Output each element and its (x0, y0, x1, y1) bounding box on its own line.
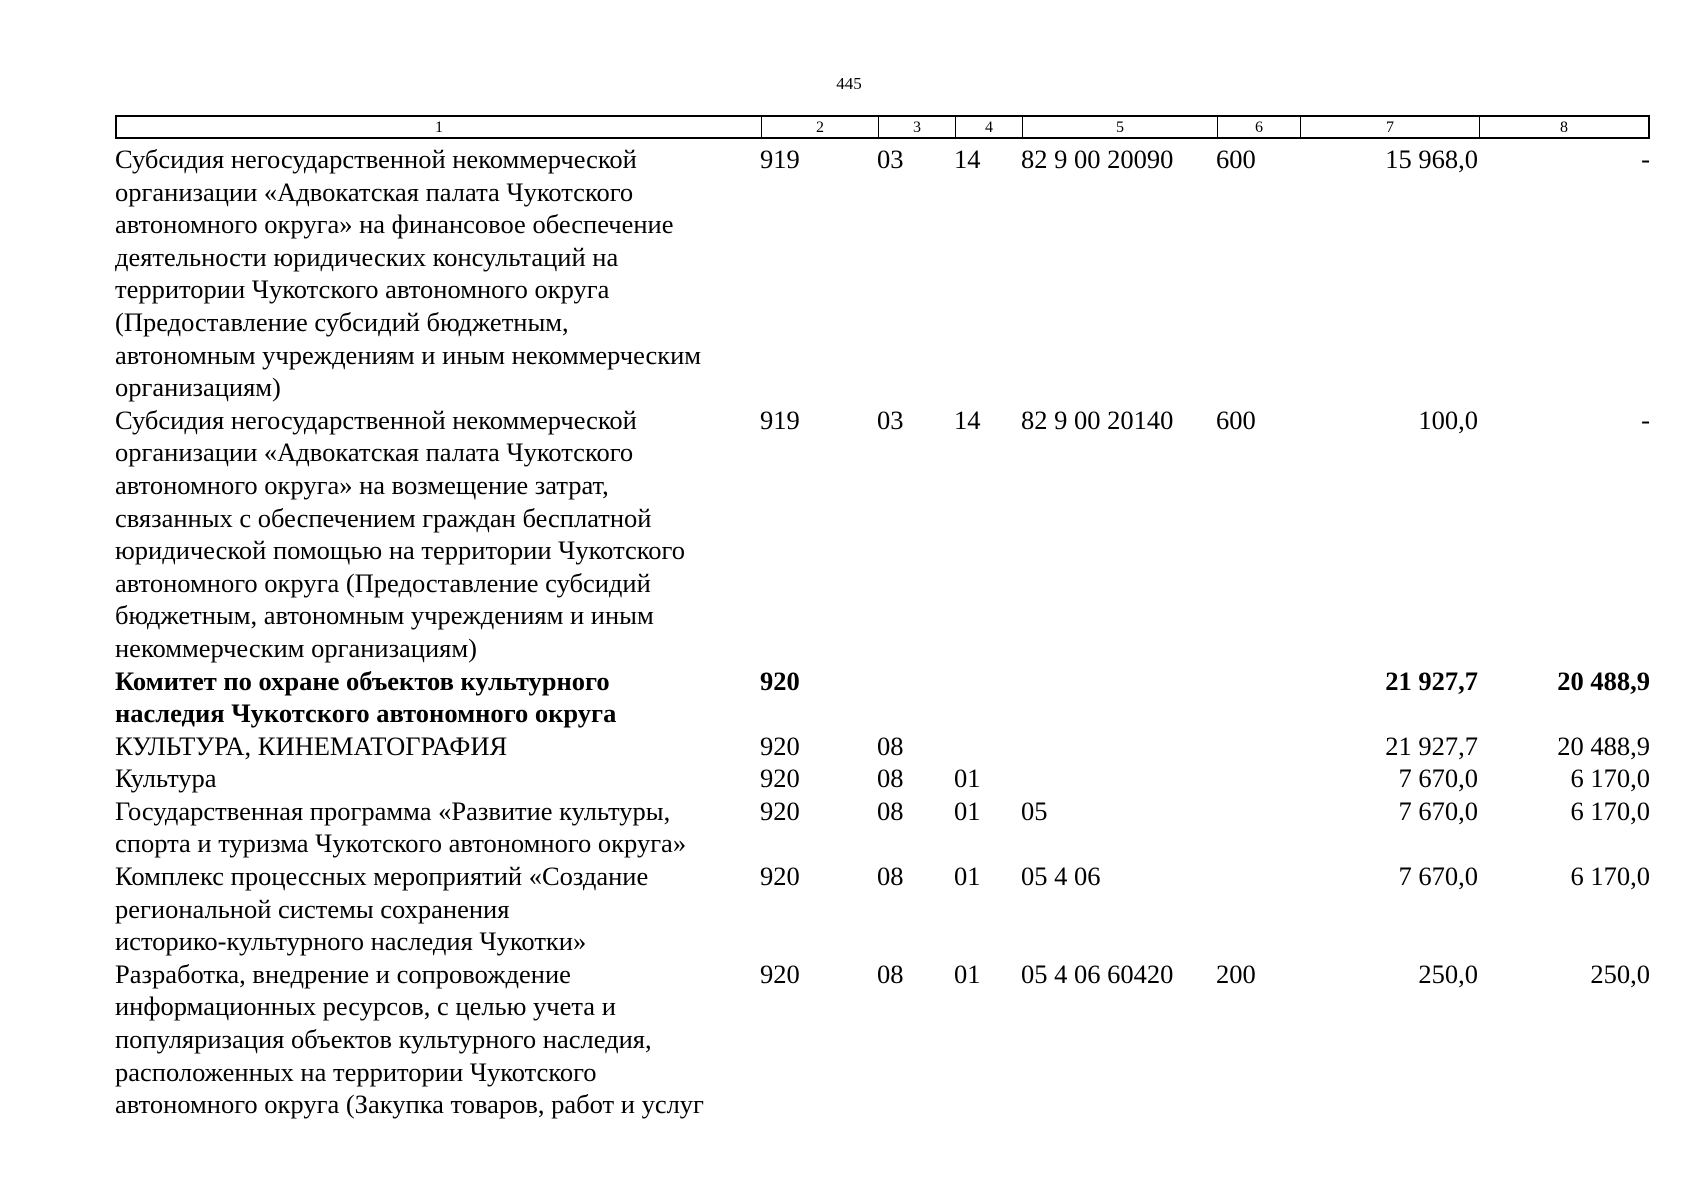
row-name-line: деятельности юридических консультаций на (115, 241, 619, 272)
row-name-line: региональной системы сохранения (115, 893, 510, 924)
amount-year-1: 7 670,0 (1398, 763, 1478, 794)
section-code: 03 (877, 404, 904, 435)
expense-type: 200 (1216, 958, 1256, 989)
gp-code: 919 (760, 144, 800, 174)
row-name-line: организациям) (115, 372, 281, 403)
target-article (1021, 762, 1216, 795)
table-row (115, 665, 1650, 730)
section-code: 08 (877, 795, 904, 826)
gp-code: 920 (760, 861, 800, 892)
header-col-6: 6 (1218, 117, 1301, 137)
section-code: 08 (877, 958, 904, 989)
page-number: 445 (836, 74, 862, 93)
row-name-line: историко-культурного наследия Чукотки» (115, 926, 587, 957)
row-name (115, 665, 760, 730)
row-name (115, 958, 760, 1121)
expense-type (1216, 762, 1299, 795)
expense-type (1216, 795, 1299, 860)
amount-year-2: 20 488,9 (1557, 665, 1650, 696)
row-name-line: Субсидия негосударственной некоммерческой (115, 144, 637, 174)
gp-code: 920 (760, 763, 800, 794)
amount-year-1: 250,0 (1418, 958, 1478, 989)
row-name-line: Комитет по охране объектов культурного (115, 665, 610, 696)
row-name-line: КУЛЬТУРА, КИНЕМАТОГРАФИЯ (115, 730, 508, 761)
section-code: 08 (877, 861, 904, 892)
section-code: 08 (877, 730, 904, 761)
header-col-3: 3 (879, 117, 956, 137)
section-code: 08 (877, 763, 904, 794)
row-name-line: юридической помощью на территории Чукотского (115, 535, 685, 566)
amount-year-1: 7 670,0 (1398, 795, 1478, 826)
row-name-line: Субсидия негосударственной некоммерческой (115, 404, 637, 435)
amount-year-1: 7 670,0 (1398, 861, 1478, 892)
amount-year-2: 250,0 (1590, 958, 1650, 989)
row-name (115, 860, 760, 958)
header-col-8: 8 (1560, 119, 1568, 136)
expense-type: 600 (1216, 404, 1256, 435)
row-name-line: некоммерческим организациям) (115, 632, 477, 663)
amount-year-2: 6 170,0 (1570, 795, 1650, 826)
subsection-code: 01 (954, 763, 981, 794)
header-col-7: 7 (1301, 117, 1480, 137)
gp-code: 920 (760, 730, 800, 761)
subsection-code: 14 (954, 144, 981, 174)
row-name-line: (Предоставление субсидий бюджетным, (115, 306, 569, 337)
table-row (115, 860, 1650, 958)
target-article: 82 9 00 20090 (1021, 144, 1174, 174)
table-row (115, 143, 1650, 404)
row-name-line: популяризация объектов культурного наследия, (115, 1024, 652, 1055)
header-col-5: 5 (1023, 117, 1218, 137)
row-name-line: связанных с обеспечением граждан бесплатной (115, 502, 652, 533)
target-article (1021, 730, 1216, 763)
row-name-line: территории Чукотского автономного округа (115, 274, 610, 305)
table-row (115, 762, 1650, 795)
row-name-line: наследия Чукотского автономного округа (115, 698, 617, 729)
target-article (1021, 665, 1216, 730)
table-row (115, 404, 1650, 665)
row-name-line: бюджетным, автономным учреждениям и иным (115, 600, 654, 631)
row-name-line: организации «Адвокатская палата Чукотского (115, 437, 634, 468)
section-code: 03 (877, 144, 904, 174)
row-name-line: автономного округа (Предоставление субсидий (115, 567, 651, 598)
target-article: 05 4 06 60420 (1021, 958, 1174, 989)
amount-year-1: 100,0 (1418, 404, 1478, 435)
row-name-line: Государственная программа «Развитие культуры, (115, 795, 671, 826)
amount-year-1: 21 927,7 (1385, 665, 1478, 696)
gp-code: 920 (760, 795, 800, 826)
target-article: 82 9 00 20140 (1021, 404, 1174, 435)
amount-year-2: 6 170,0 (1570, 763, 1650, 794)
target-article: 05 (1021, 795, 1048, 826)
expense-type (1216, 860, 1299, 958)
gp-code: 920 (760, 665, 800, 696)
subsection-code: 01 (954, 861, 981, 892)
amount-year-2: - (1641, 144, 1650, 174)
row-name-line: автономным учреждениям и иным некоммерческим (115, 339, 702, 370)
row-name-line: организации «Адвокатская палата Чукотского (115, 176, 634, 207)
row-name-line: спорта и туризма Чукотского автономного округа» (115, 828, 687, 859)
table-row (115, 795, 1650, 860)
amount-year-1: 21 927,7 (1385, 730, 1478, 761)
row-name-line: Культура (115, 763, 217, 794)
row-name (115, 404, 760, 665)
subsection-code (954, 730, 1021, 763)
expense-type: 600 (1216, 144, 1256, 174)
gp-code: 919 (760, 404, 800, 435)
table-body (115, 143, 1650, 1121)
target-article: 05 4 06 (1021, 861, 1101, 892)
table-header (115, 115, 1650, 139)
header-col-2: 2 (762, 117, 879, 137)
subsection-code: 14 (954, 404, 981, 435)
section-code (877, 665, 954, 730)
table-row (115, 958, 1650, 1121)
row-name (115, 143, 760, 404)
expense-type (1216, 730, 1299, 763)
amount-year-2: 6 170,0 (1570, 861, 1650, 892)
header-col-1: 1 (117, 117, 762, 137)
expense-type (1216, 665, 1299, 730)
subsection-code: 01 (954, 958, 981, 989)
row-name-line: информационных ресурсов, с целью учета и (115, 991, 616, 1022)
row-name-line: расположенных на территории Чукотского (115, 1056, 597, 1087)
row-name-line: автономного округа» на финансовое обеспечение (115, 209, 674, 240)
row-name (115, 795, 760, 860)
gp-code: 920 (760, 958, 800, 989)
amount-year-1: 15 968,0 (1385, 144, 1478, 174)
table-row (115, 730, 1650, 763)
row-name-line: автономного округа (Закупка товаров, работ и услуг (115, 1089, 704, 1120)
subsection-code: 01 (954, 795, 981, 826)
row-name (115, 762, 760, 795)
subsection-code (954, 665, 1021, 730)
header-col-4: 4 (956, 117, 1023, 137)
row-name-line: Комплекс процессных мероприятий «Создание (115, 861, 649, 892)
row-name-line: Разработка, внедрение и сопровождение (115, 958, 571, 989)
row-name (115, 730, 760, 763)
amount-year-2: 20 488,9 (1557, 730, 1650, 761)
row-name-line: автономного округа» на возмещение затрат, (115, 469, 609, 500)
amount-year-2: - (1641, 404, 1650, 435)
